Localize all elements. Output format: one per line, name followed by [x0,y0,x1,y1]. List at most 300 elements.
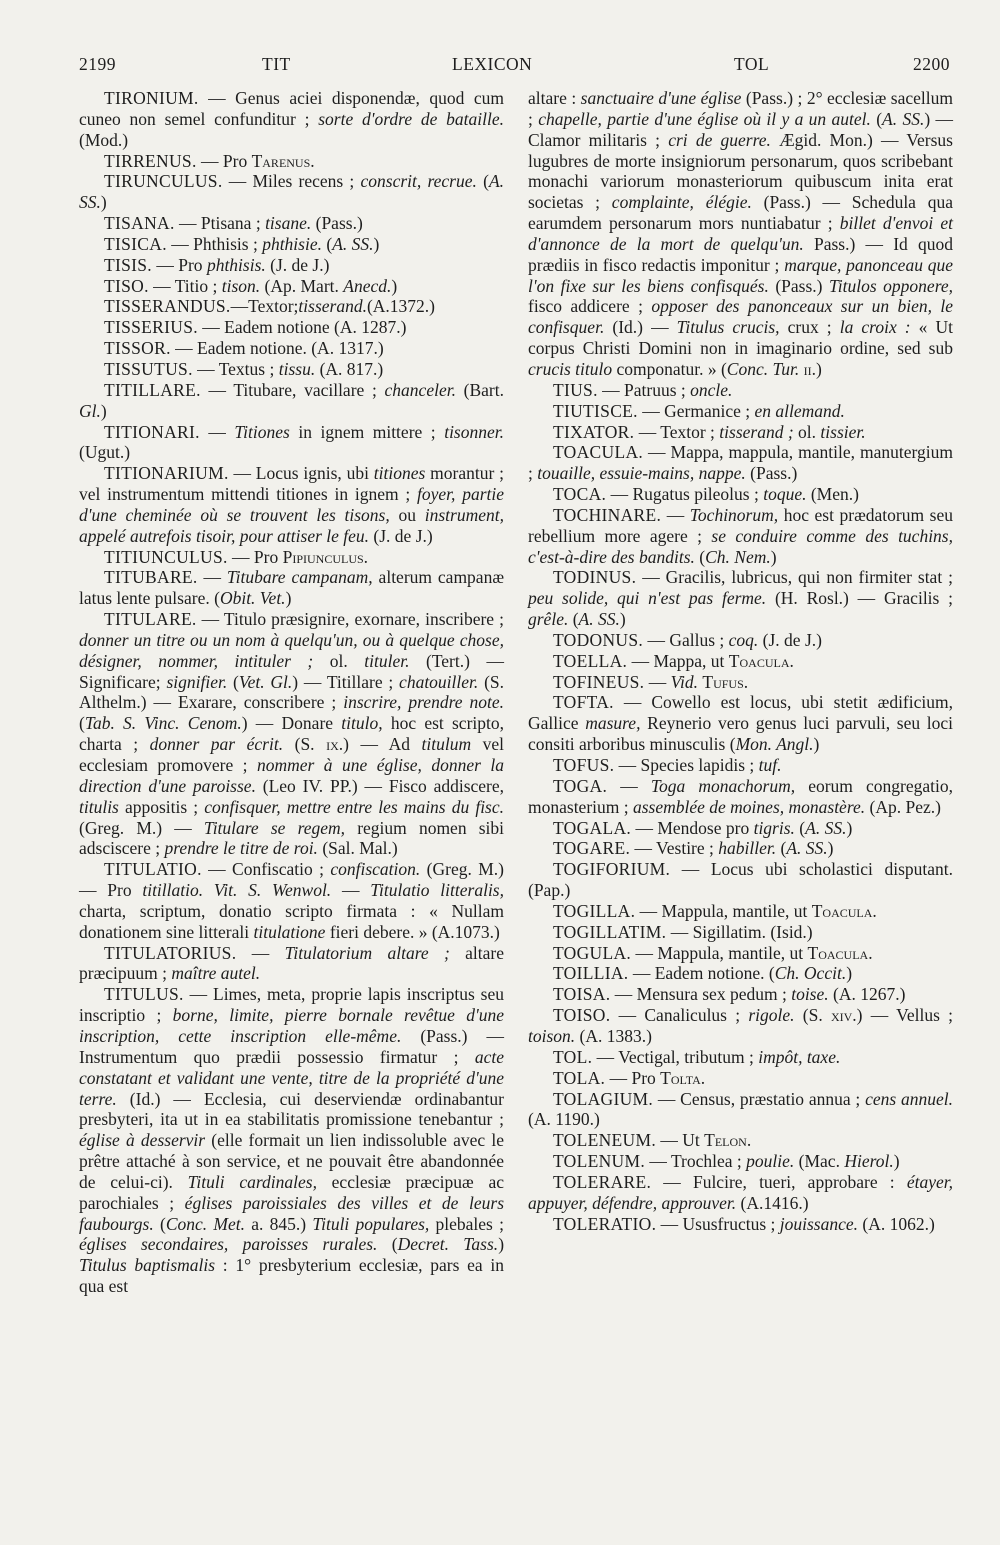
italic-text: A. SS. [786,838,828,859]
entry-text: — Textor ; [634,421,720,442]
headword: TOFINEUS. [553,671,645,692]
entry-text: ) — Ad [343,734,422,755]
italic-text: églises paroissiales des villes et de leurs faubourgs. [79,1192,505,1234]
dictionary-entry [528,505,953,568]
italic-text: A. SS. [578,609,620,630]
entry-text: : 1° presbyterium ecclesiæ, pars ea in qua est [79,1255,504,1297]
italic-text: Tituli cardinales, [187,1171,317,1192]
dictionary-entry [528,630,953,651]
dictionary-entry [79,171,504,213]
headword: TOLERATIO. [553,1213,657,1234]
dictionary-entry [79,88,504,151]
entry-text: ) [285,588,292,609]
italic-text: Toga monachorum, [650,775,796,796]
headword: TOGILLA. [553,900,636,921]
entry-text: (Ap. Mart. [260,275,344,296]
entry-text: ) — Donare [241,713,342,734]
entry-text: — Titulo præsignire, exornare, inscribere ; [196,609,504,630]
italic-text: Titulatorium altare ; [284,942,450,963]
headword: TITILLARE. [104,379,201,400]
entry-text: ) [498,1234,505,1255]
headword: TOELLA. [553,650,628,671]
entry-text: — Vestire ; [630,838,719,859]
entry-text: plebales ; [429,1213,504,1234]
entry-text: (J. de J.) [369,525,433,546]
entry-text: ( [476,171,489,192]
entry-text: ) [827,838,834,859]
entry-text: charta, scriptum, donatio scripto firmata : « Nullam donationem sine litterali [79,900,504,942]
entry-text: (S. [283,734,327,755]
headword: TOL. [553,1046,593,1067]
entry-text: — Limes, meta, proprie lapis inscriptus seu inscriptio ; [79,984,504,1026]
entry-text: alterum campanæ latus lente pulsare. ( [79,567,504,609]
entry-text: (A.1416.) [736,1192,809,1213]
italic-text: confiscation. [330,859,421,880]
entry-text: Ægid. Mon.) — Versus lugubres de morte insigniorum personarum, quos scribebant monachi variorum monasteriorum quibuscum inita erat societas ; [528,129,953,213]
entry-text: (Ugut.) [79,442,131,463]
entry-text: (Greg. M.) — Pro [79,859,505,901]
entry-text: ou [389,504,425,525]
dictionary-entry [79,151,504,172]
italic-text: A. SS. [805,817,847,838]
entry-text: eorum congregatio, monasterium ; [528,775,954,817]
entry-text: — Cowello est locus, ubi stetit ædificium, Gallice [528,692,953,734]
italic-text: tissu. [278,358,316,379]
entry-text: ) — Titillare ; [292,671,400,692]
dictionary-entry [528,1047,953,1068]
italic-text: instrument, appelé autrefois tisoir, pour attiser le feu. [79,504,504,546]
dictionary-entry [79,276,504,297]
entry-text: ) [391,275,398,296]
italic-text: tisonner. [444,421,505,442]
dictionary-entry [79,234,504,255]
dictionary-entry [79,338,504,359]
entry-text: ( [377,1234,398,1255]
italic-text: Titiones [234,421,290,442]
italic-text: Tab. S. Vinc. Cenom. [84,713,242,734]
headword: TOLA. [553,1067,606,1088]
entry-text: ( [321,233,333,254]
italic-text: Titulus baptismalis [79,1255,216,1276]
dictionary-entry [79,943,504,985]
entry-text: (Pass.) [768,275,830,296]
dictionary-entry [79,359,504,380]
entry-text: (A. 1062.) [858,1213,935,1234]
italic-text: Titubare campanam, [226,567,373,588]
dictionary-entry [528,963,953,984]
small-caps-text: Toacula [807,942,869,963]
dictionary-entry [79,380,504,422]
dictionary-entry [528,1214,953,1235]
running-head-first-term: TIT [262,54,291,74]
dictionary-entry [528,776,953,818]
italic-text: Vet. Gl. [238,671,293,692]
italic-text: complainte, élégie. [611,192,752,213]
entry-text: — Eadem notione (A. 1287.) [197,317,407,338]
entry-text: (Ap. Pez.) [865,796,941,817]
italic-text: masure, [585,713,641,734]
entry-text: (Bart. [455,379,504,400]
dictionary-entry [79,609,504,859]
italic-text: toque. [763,484,807,505]
dictionary-entry [528,838,953,859]
italic-text: Conc. Tur. [726,358,800,379]
headword: TOILLIA. [553,963,629,984]
small-caps-text: ii [803,358,812,379]
entry-text: ( [870,108,883,129]
entry-text: ol. [313,650,365,671]
entry-text: (J. de J.) [758,629,822,650]
entry-text: . [310,150,315,171]
entry-text: . [852,1005,857,1026]
entry-text: (A.1372.) [366,296,436,317]
italic-text: Hierol. [844,1151,894,1172]
entry-text: . [868,942,873,963]
headword: TOGALA. [553,817,632,838]
entry-text: — Ususfructus ; [656,1213,780,1234]
entry-text: — Titubare, vacillare ; [200,379,385,400]
headword: TIRUNCULUS. [104,171,223,192]
italic-text: Anecd. [343,275,392,296]
entry-text: morantur ; vel instrumentum mittendi titiones in ignem ; [79,463,504,505]
italic-text: Titulos opponere, [829,275,953,296]
entry-text: — Sigillatim. (Isid.) [666,921,813,942]
italic-text: Ch. Nem. [705,546,771,567]
italic-text: touaille, essuie-mains, nappe. [537,463,746,484]
entry-text: regium nomen sibi adsciscere ; [79,817,505,859]
headword: TISICA. [104,233,167,254]
headword: TOFTA. [553,692,614,713]
small-caps-text: Toacula [728,650,790,671]
italic-text: prendre le titre de roi. [164,838,318,859]
italic-text: grêle. [528,609,569,630]
italic-text: A. SS. [79,171,505,213]
italic-text: borne, limite, pierre bornale revêtue d'une inscription, cette inscription elle-même. [79,1005,505,1046]
italic-text: chanceler. [384,379,456,400]
entry-text: — Mappula, mantile, ut [631,942,808,963]
entry-text: — Pro [227,546,283,567]
entry-text: — [644,671,671,692]
headword: TITULUS. [104,984,184,1005]
italic-text: titulum [421,734,472,755]
headword: TITULATIO. [104,859,202,880]
headword: TOFUS. [553,755,615,775]
entry-text: (Pass.) ; 2° ecclesiæ sacellum ; [528,88,953,129]
italic-text: opposer des panonceaux sur un bien, le confisquer. [528,296,954,338]
italic-text: la croix : [839,317,911,338]
italic-text: titiones [373,463,426,484]
italic-text: chatouiller. [399,671,479,692]
italic-text: tituler. [364,650,410,671]
dictionary-entry [528,401,953,422]
entry-text: — Locus ubi scholastici disputant. (Pap.) [528,859,953,901]
headword: TITULATORIUS. [104,942,237,963]
headword: TIUS. [553,379,598,400]
italic-text: marque, panonceau que l'on fixe sur les biens confisqués. [528,254,954,296]
entry-text: (H. Rosl.) — Gracilis ; [766,588,953,609]
entry-text: . [746,1130,752,1151]
entry-text: (J. de J.) [265,254,330,275]
italic-text: toison. [528,1025,576,1046]
dictionary-entry [528,651,953,672]
italic-text: phthisie. [262,233,322,254]
italic-text: billet d'envoi et d'annonce de la mort de quelqu'un. [528,213,953,254]
entry-text: fisco addicere ; [528,296,652,317]
dictionary-entry [528,484,953,505]
italic-text: tison. [221,275,261,296]
headword: TITIUNCULUS. [104,546,228,567]
dictionary-entry [79,859,504,942]
entry-text: — Titio ; [148,275,222,296]
dictionary-entry [528,818,953,839]
entry-text: (Mod.) [79,129,129,150]
italic-text: en allemand. [754,400,845,421]
entry-text: in ignem mittere ; [289,421,445,442]
italic-text: Obit. Vet. [219,588,286,609]
headword: TISSOR. [104,338,171,359]
small-caps-text: ix [326,734,339,755]
italic-text: Titulare se regem, [203,817,346,838]
small-caps-text: Telon [704,1130,747,1151]
entry-text: — Patruus ; [597,379,691,400]
italic-text: Decret. Tass. [397,1234,499,1255]
italic-text: impôt, taxe. [758,1046,841,1067]
italic-text: Ch. Occit. [774,963,847,984]
italic-text: jouissance. [779,1213,859,1234]
entry-text: (Sal. Mal.) [317,838,398,859]
entry-text: (Id.) — Ecclesia, cui deserviendæ ordinabantur presbyteri, ita ut in ea stabilitatis promissione tenebantur ; [79,1088,504,1130]
entry-text: — Fulcire, tueri, approbare : [651,1171,907,1192]
italic-text: sanctuaire d'une église [580,88,742,108]
dictionary-entry [528,901,953,922]
italic-text: Conc. Met. [165,1213,245,1234]
headword: TOISO. [553,1005,611,1026]
italic-text: tuf. [758,755,782,775]
entry-text: . [363,546,369,567]
entry-text: (Leo IV. PP.) — Fisco addiscere, [255,775,505,796]
italic-text: Titulus crucis, [676,317,780,338]
italic-text: rigole. [748,1005,795,1026]
italic-text: crucis titulo [528,358,613,379]
italic-text: nommer à une église, donner la direction d'une paroisse. [79,755,504,796]
entry-text: altare præcipuum ; [79,942,504,984]
entry-text: ( [794,817,806,838]
dictionary-entry [528,922,953,943]
entry-text: — Pro [152,254,207,275]
dictionary-entry [528,88,953,380]
entry-text: (Pass.) — Instrumentum quo prædii possessio firmatur ; [79,1025,504,1067]
italic-text: toise. [791,984,829,1005]
entry-text: ol. [793,421,821,442]
entry-text: — Germanice ; [637,400,755,421]
entry-text: — Gracilis, lubricus, qui non firmiter stat ; [636,567,953,588]
italic-text: titulatione [253,921,326,942]
entry-text: — Eadem notione. ( [628,963,775,984]
entry-text: — Census, præstatio annua ; [653,1088,866,1109]
entry-text: hoc est scripto, charta ; [79,713,504,755]
entry-text: (Pass.) — Schedula qua earumdem personarum mors nuntiabatur ; [528,192,953,234]
italic-text: A. SS. [882,108,925,129]
italic-text: signifier. [166,671,228,692]
dictionary-entry [528,380,953,401]
dictionary-entry [79,255,504,276]
entry-text: appositis ; [118,796,205,817]
headword: TOGA. [553,775,608,796]
entry-text: ( [694,546,706,567]
italic-text: donner un titre ou un nom à quelqu'un, ou à quelque chose, désigner, nommer, intituler ; [79,629,504,671]
entry-text: Pass.) — Id quod prædiis in fisco redactis imponitur ; [528,233,953,275]
italic-text: cri de guerre. [668,129,771,150]
running-head-last-term: TOL [734,54,770,74]
dictionary-entry [79,567,504,609]
dictionary-entry [79,422,504,464]
right-column [528,88,953,1234]
entry-text: (A. 1190.) [528,1109,600,1130]
entry-text: — Miles recens ; [222,171,361,192]
italic-text: Gl. [79,400,101,421]
italic-text: Titulatio litteralis, [370,880,504,901]
headword: TISO. [104,275,149,296]
entry-text: ) [893,1151,900,1172]
small-caps-text: xiv [830,1005,853,1026]
headword: TOGULA. [553,942,632,963]
entry-text: (Pass.) [311,213,363,234]
dictionary-entry [79,317,504,338]
entry-text: —Textor; [230,296,299,317]
entry-text: ecclesiæ præcipuæ ac parochiales ; [79,1171,504,1213]
entry-text: (Pass.) [745,463,798,484]
dictionary-entry [79,213,504,234]
entry-text: — Mensura sex pedum ; [610,984,792,1005]
headword: TITIONARIUM. [104,463,229,484]
italic-text: titillatio. Vit. S. Wenwol. [142,880,332,901]
dictionary-entry [528,442,953,484]
italic-text: tissier. [820,421,866,442]
headword: TOCA. [553,484,607,505]
entry-text: — [661,504,690,525]
headword: TOISA. [553,984,611,1005]
italic-text: titulis [79,796,119,817]
headword: TISSERANDUS. [104,296,231,317]
dictionary-entry [528,1068,953,1089]
entry-text: . [789,650,794,671]
dictionary-entry [528,422,953,443]
headword: TOACULA. [553,442,644,463]
headword: TITUBARE. [104,567,198,588]
italic-text: églises secondaires, paroisses rurales. [79,1234,378,1255]
headword: TOLAGIUM. [553,1088,654,1109]
entry-text: . [872,900,877,921]
italic-text: Tochinorum, [689,504,779,525]
entry-text: altare : [528,88,581,108]
headword: TIXATOR. [553,421,635,442]
italic-text: se conduire comme des tuchins, c'est-à-dire des bandits. [528,525,953,567]
entry-text: vel ecclesiam promovere ; [79,734,505,775]
entry-text: . [811,358,816,379]
entry-text: ) [846,963,853,984]
headword: TOGIFORIUM. [553,859,671,880]
italic-text: titulo, [341,713,383,734]
entry-text: — [199,421,235,442]
entry-text: — Mappula, mantile, ut [635,900,812,921]
entry-text: — Mendose pro [631,817,754,838]
headword: TODINUS. [553,567,637,588]
headword: TIRONIUM. [104,88,199,108]
italic-text: tigris. [753,817,795,838]
entry-text: ) [100,400,107,421]
entry-text: (A. 817.) [315,358,384,379]
entry-text: « Ut corpus Christi Domini non in imaginario ordine, sed sub [528,317,954,359]
page-number-right: 2200 [913,54,950,74]
entry-text: — Gallus ; [643,629,729,650]
entry-text: ) [816,358,822,379]
small-caps-text: Tolta [660,1067,701,1088]
dictionary-entry [528,1089,953,1131]
headword: TOGARE. [553,838,631,859]
dictionary-entry [528,1151,953,1172]
italic-text: coq. [728,629,759,650]
italic-text: assemblée de moines, monastère. [632,796,866,817]
italic-text: Mon. Angl. [735,734,814,755]
italic-text: sorte d'ordre de bataille. [318,108,504,129]
small-caps-text: Tufus [702,671,744,692]
italic-text: confisquer, mettre entre les mains du fisc. [204,796,505,817]
entry-text: ( [153,1213,166,1234]
entry-text: ) [619,609,626,630]
italic-text: habiller. [718,838,777,859]
headword: TOLERARE. [553,1171,652,1192]
dictionary-entry [528,1172,953,1214]
entry-text: — Locus ignis, ubi [228,463,374,484]
entry-text: (Id.) — [604,317,677,338]
entry-text: . [700,1067,706,1088]
headword: TIUTISCE. [553,400,638,421]
dictionary-entry [79,463,504,546]
headword: TITIONARI. [104,421,200,442]
headword: TISSUTUS. [104,358,193,379]
entry-text: — Vectigal, tributum ; [592,1046,759,1067]
dictionary-entry [528,984,953,1005]
italic-text: donner par écrit. [149,734,284,755]
entry-text: . [338,734,344,755]
entry-text: ) [813,734,820,755]
headword: TIRRENUS. [104,150,197,171]
dictionary-entry [528,859,953,901]
headword: TISSERIUS. [104,317,198,338]
entry-text: — Mappa, ut [627,650,729,671]
entry-text: ) — Vellus ; [856,1005,954,1026]
entry-text: ) [846,817,853,838]
left-column [79,88,504,1297]
entry-text: — Phthisis ; [166,233,263,254]
entry-text: — [236,942,285,963]
entry-text: — Ut [656,1130,705,1151]
entry-text: — [197,567,227,588]
entry-text: (S. Althelm.) — Exarare, conscribere ; [79,671,505,713]
entry-text: ( [227,671,239,692]
headword: TOLENUM. [553,1151,646,1172]
dictionary-entry [79,984,504,1297]
entry-text: ( [568,609,579,630]
entry-text: — Trochlea ; [645,1151,747,1172]
entry-text: ) — Clamor militaris ; [528,108,953,150]
entry-text: — Species lapidis ; [614,755,759,775]
entry-text: — [607,775,651,796]
entry-text: crux ; [779,317,840,338]
italic-text: tisane. [265,213,312,234]
entry-text: (elle formait un lien indissoluble avec le prêtre attaché à son service, et ne pouvait être abandonnée de celui-ci). [79,1130,504,1192]
italic-text: A. SS. [332,233,374,254]
